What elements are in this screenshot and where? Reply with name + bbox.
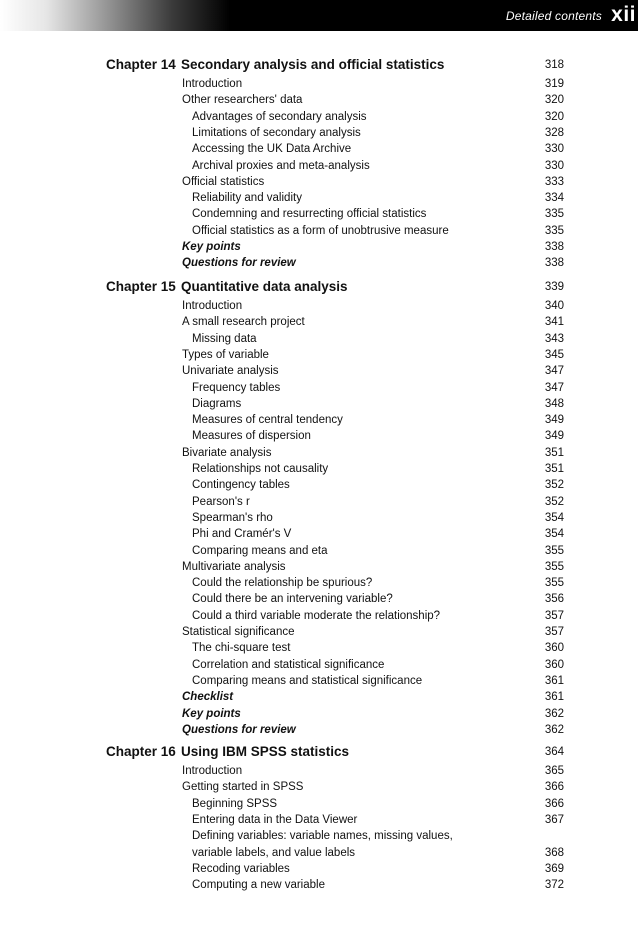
toc-entry — [0, 496, 638, 512]
toc-entry-page-number: 349 — [544, 414, 564, 427]
toc-entry-title: Getting started in SPSS — [182, 781, 304, 794]
toc-entry — [0, 192, 638, 208]
toc-entry-page-number: 354 — [544, 528, 564, 541]
toc-entry-page-number: 366 — [544, 781, 564, 794]
header-section-title: Detailed contents — [505, 9, 602, 23]
toc-entry-title: Relationships not causality — [192, 463, 329, 475]
toc-entry-page-number: 367 — [544, 813, 564, 826]
toc-entry — [0, 863, 638, 879]
chapter-label: Chapter 14 — [106, 57, 176, 72]
chapter-page-number: 364 — [544, 746, 564, 758]
toc-entry-page-number: 347 — [544, 381, 564, 394]
toc-entry-page-number: 330 — [544, 143, 564, 156]
toc-entry-page-number: 356 — [544, 593, 564, 606]
toc-entry-page-number: 354 — [544, 511, 564, 524]
toc-entry-page-number: 338 — [544, 257, 564, 270]
toc-entry — [0, 225, 638, 241]
toc-entry-title: Condemning and resurrecting official statistics — [192, 208, 427, 221]
chapter-heading — [0, 279, 638, 297]
toc-entry-title: Introduction — [182, 765, 243, 777]
toc-entry — [0, 561, 638, 577]
toc-entry-title: Key points — [182, 241, 241, 253]
toc-entry — [0, 463, 638, 479]
toc-entry — [0, 626, 638, 642]
toc-entry-page-number: 366 — [544, 797, 564, 810]
toc-entry-page-number: 335 — [544, 208, 564, 221]
toc-entry-page-number: 357 — [544, 609, 564, 622]
toc-entry-page-number: 319 — [544, 78, 564, 90]
toc-entry — [0, 430, 638, 446]
toc-entry — [0, 593, 638, 609]
toc-entry — [0, 365, 638, 381]
toc-entry — [0, 830, 638, 846]
chapter-heading — [0, 744, 638, 762]
toc-entry-title: Comparing means and eta — [192, 544, 328, 557]
running-header — [0, 0, 638, 31]
toc-entry — [0, 316, 638, 332]
chapter-label: Chapter 16 — [106, 744, 176, 759]
toc-entry-title: Measures of dispersion — [192, 430, 311, 443]
toc-entry — [0, 708, 638, 724]
toc-entry — [0, 176, 638, 192]
toc-entry-title: Advantages of secondary analysis — [192, 110, 367, 123]
toc-entry-title: Diagrams — [192, 397, 242, 410]
toc-entry — [0, 610, 638, 626]
toc-entry-title: Reliability and validity — [192, 192, 302, 205]
toc-entry-title: A small research project — [182, 316, 305, 329]
toc-entry — [0, 847, 638, 863]
chapter-label: Chapter 15 — [106, 279, 176, 294]
toc-entry — [0, 879, 638, 895]
toc-entry — [0, 398, 638, 414]
toc-entry — [0, 577, 638, 593]
toc-entry-title: Frequency tables — [192, 381, 281, 394]
toc-entry — [0, 675, 638, 691]
toc-entry-page-number: 351 — [544, 463, 564, 475]
toc-entry-title: The chi-square test — [192, 642, 291, 655]
toc-entry — [0, 78, 638, 94]
toc-entry-title: Could there be an intervening variable? — [192, 593, 393, 606]
toc-entry-title: Questions for review — [182, 723, 296, 736]
toc-entry-title: Could a third variable moderate the relationship? — [192, 609, 441, 622]
toc-entry-page-number: 347 — [544, 365, 564, 378]
toc-entry — [0, 512, 638, 528]
toc-entry-page-number: 352 — [544, 495, 564, 508]
toc-entry-title: Comparing means and statistical significance — [192, 674, 423, 687]
toc-entry-page-number: 368 — [544, 846, 564, 859]
toc-entry-page-number: 343 — [544, 332, 564, 345]
toc-entry — [0, 765, 638, 781]
toc-entry-title: variable labels, and value labels — [192, 846, 356, 859]
toc-entry-page-number: 351 — [544, 446, 564, 459]
toc-entry-title: Statistical significance — [182, 626, 295, 638]
toc-entry-title: Contingency tables — [192, 479, 290, 492]
toc-entry — [0, 545, 638, 561]
toc-entry — [0, 414, 638, 430]
toc-entry-title: Beginning SPSS — [192, 797, 278, 810]
toc-entry-title: Pearson's r — [192, 495, 250, 508]
toc-entry-page-number: 360 — [544, 658, 564, 671]
toc-entry-title: Entering data in the Data Viewer — [192, 813, 358, 826]
toc-entry — [0, 208, 638, 224]
toc-entry-page-number: 355 — [544, 544, 564, 557]
toc-entry — [0, 300, 638, 316]
toc-entry-page-number: 345 — [544, 348, 564, 361]
chapter-page-number: 339 — [544, 281, 564, 293]
toc-entry-page-number: 348 — [544, 397, 564, 410]
toc-entry-page-number: 320 — [544, 110, 564, 123]
toc-entry — [0, 447, 638, 463]
toc-entry — [0, 241, 638, 257]
toc-entry — [0, 160, 638, 176]
toc-entry-page-number: 334 — [544, 192, 564, 205]
toc-entry — [0, 111, 638, 127]
toc-entry-page-number: 355 — [544, 577, 564, 590]
toc-entry-page-number: 349 — [544, 430, 564, 443]
toc-entry-title: Measures of central tendency — [192, 414, 343, 427]
toc-entry-title: Key points — [182, 707, 241, 720]
toc-entry-page-number: 372 — [544, 879, 564, 892]
toc-entry-title: Questions for review — [182, 257, 296, 270]
toc-entry-page-number: 362 — [544, 707, 564, 720]
toc-entry-title: Could the relationship be spurious? — [192, 577, 373, 590]
toc-entry — [0, 691, 638, 707]
toc-entry — [0, 143, 638, 159]
toc-entry — [0, 659, 638, 675]
toc-entry-page-number: 352 — [544, 479, 564, 492]
toc-entry-title: Multivariate analysis — [182, 560, 286, 573]
toc-entry-title: Official statistics as a form of unobtrusive measure — [192, 224, 449, 237]
chapter-title: Using IBM SPSS statistics — [181, 744, 350, 759]
toc-entry-title: Computing a new variable — [192, 879, 325, 892]
chapter-heading — [0, 57, 638, 75]
toc-entry-title: Spearman's rho — [192, 511, 273, 524]
toc-entry-page-number: 361 — [544, 674, 564, 687]
toc-entry-page-number: 360 — [544, 642, 564, 655]
toc-entry — [0, 333, 638, 349]
toc-entry — [0, 127, 638, 143]
toc-entry-title: Recoding variables — [192, 862, 290, 875]
toc-entry-page-number: 361 — [544, 691, 564, 704]
toc-entry-page-number: 341 — [544, 316, 564, 329]
toc-entry-title: Introduction — [182, 78, 243, 90]
toc-entry-page-number: 355 — [544, 560, 564, 573]
toc-entry-page-number: 335 — [544, 224, 564, 237]
toc-entry-page-number: 340 — [544, 300, 564, 312]
toc-entry-title: Univariate analysis — [182, 365, 279, 378]
toc-entry — [0, 724, 638, 740]
toc-entry-title: Types of variable — [182, 348, 269, 361]
toc-entry-page-number: 320 — [544, 94, 564, 107]
chapter-title: Secondary analysis and official statistics — [181, 57, 445, 72]
toc-entry-page-number: 357 — [544, 626, 564, 638]
toc-entry-title: Limitations of secondary analysis — [192, 126, 361, 139]
toc-entry-page-number: 365 — [544, 765, 564, 777]
toc-entry-title: Checklist — [182, 691, 234, 704]
toc-entry-title: Correlation and statistical significance — [192, 658, 385, 671]
toc-entry — [0, 642, 638, 658]
chapter-title: Quantitative data analysis — [181, 279, 348, 294]
toc-entry-page-number: 338 — [544, 241, 564, 253]
toc-entry-page-number: 328 — [544, 126, 564, 139]
chapter-page-number: 318 — [544, 59, 564, 71]
toc-entry — [0, 479, 638, 495]
toc-entry — [0, 781, 638, 797]
toc-entry-title: Bivariate analysis — [182, 446, 272, 459]
toc-entry-page-number: 330 — [544, 159, 564, 172]
toc-entry — [0, 798, 638, 814]
toc-entry — [0, 528, 638, 544]
toc-entry-title: Accessing the UK Data Archive — [192, 143, 352, 156]
toc-entry-title: Phi and Cramér's V — [192, 528, 292, 541]
header-page-number: xii — [611, 3, 636, 26]
toc-entry — [0, 94, 638, 110]
toc-entry-page-number: 369 — [544, 862, 564, 875]
toc-entry-title: Defining variables: variable names, missing values, — [192, 830, 453, 843]
toc-entry-title: Archival proxies and meta-analysis — [192, 159, 370, 172]
toc-entry-title: Official statistics — [182, 175, 265, 188]
header-gradient — [0, 0, 230, 31]
toc-entry-page-number: 333 — [544, 175, 564, 188]
toc-entry — [0, 814, 638, 830]
toc-entry — [0, 382, 638, 398]
toc-entry-title: Other researchers' data — [182, 94, 303, 107]
toc-entry — [0, 349, 638, 365]
toc-entry-page-number: 362 — [544, 723, 564, 736]
toc-entry-title: Missing data — [192, 332, 257, 345]
toc-entry — [0, 257, 638, 273]
toc-entry-title: Introduction — [182, 300, 243, 312]
